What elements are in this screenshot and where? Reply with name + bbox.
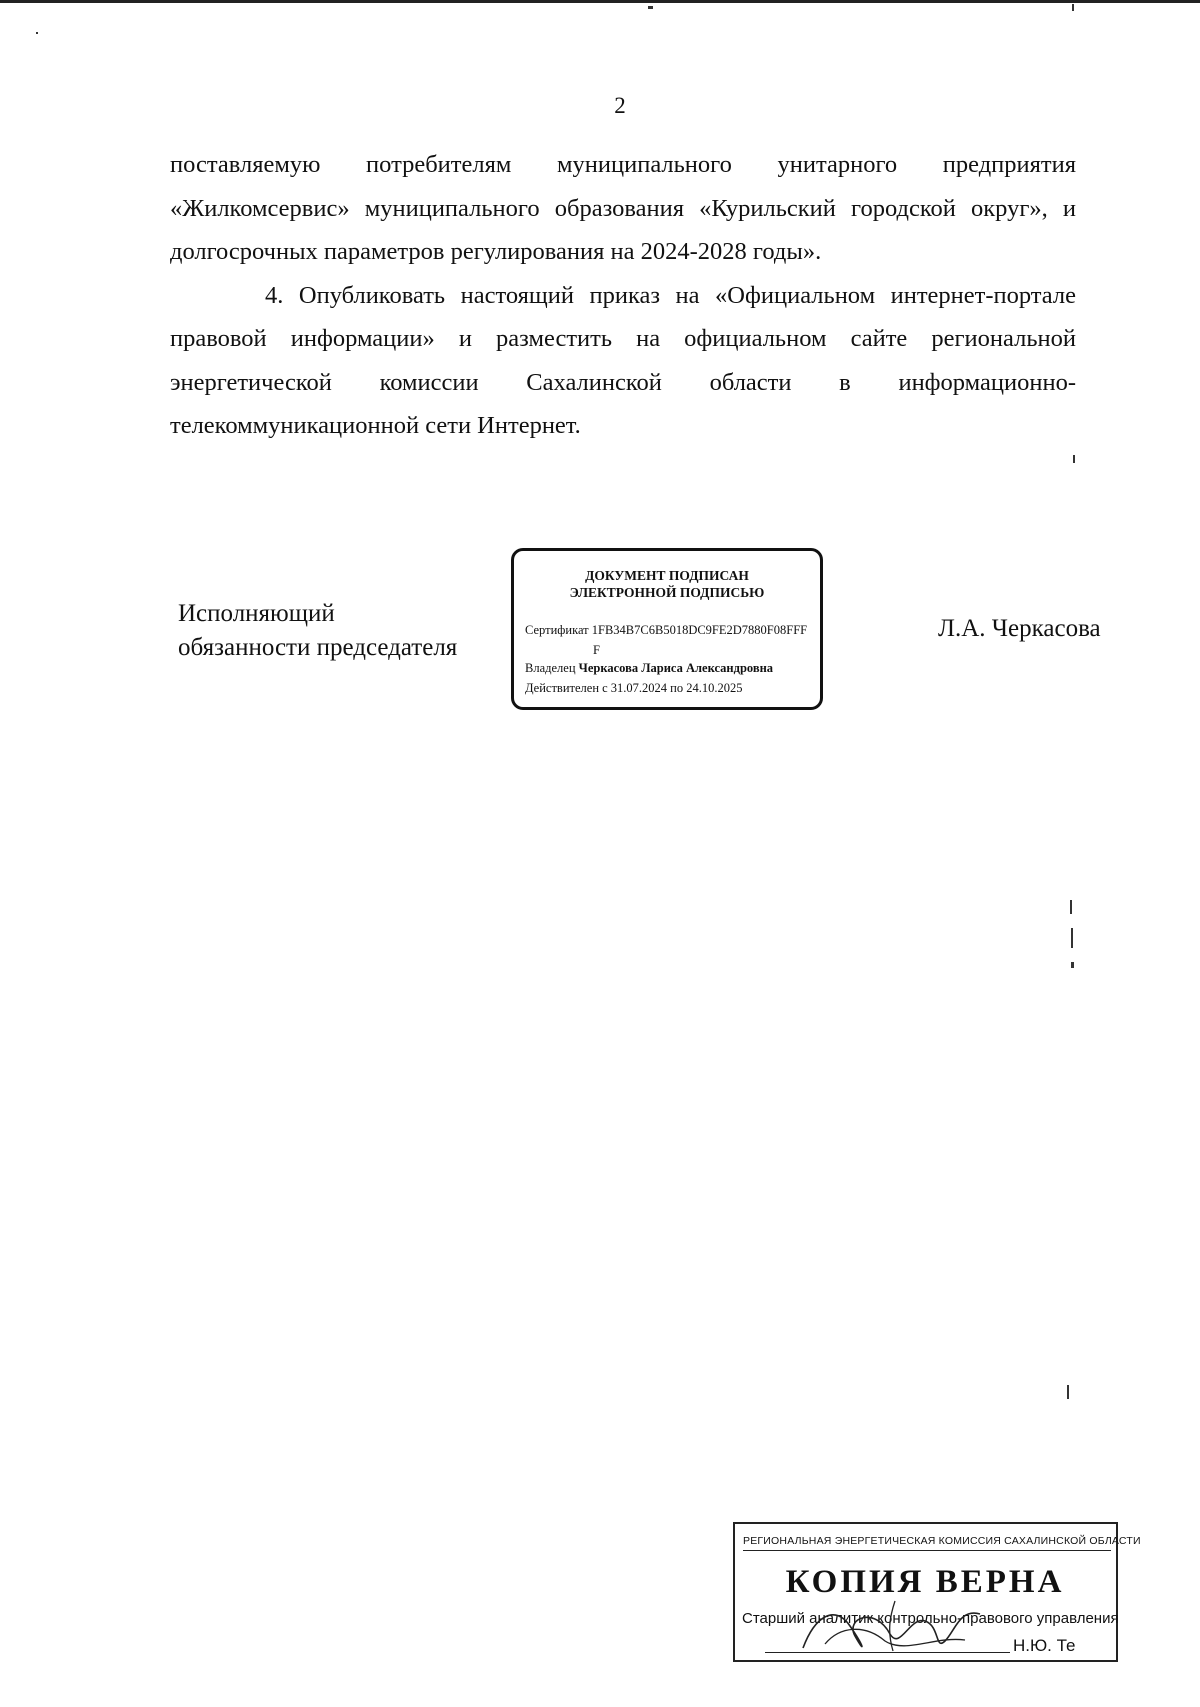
stamp-initials: Н.Ю. Те bbox=[1013, 1636, 1076, 1655]
esig-owner bbox=[525, 661, 773, 676]
scan-mark bbox=[1073, 455, 1075, 463]
scan-mark bbox=[1071, 962, 1074, 968]
signer-position-line: обязанности председателя bbox=[178, 634, 458, 661]
esig-owner-name: Черкасова Лариса Александровна bbox=[578, 661, 774, 675]
stamp-position: Старший аналитик контрольно-правового управления bbox=[742, 1610, 1119, 1627]
scan-mark bbox=[1070, 900, 1072, 914]
scan-mark bbox=[1072, 4, 1074, 11]
esig-certificate-value: 1FB34B7C6B5018DC9FE2D7880F08FFF bbox=[591, 623, 808, 637]
scan-mark bbox=[36, 32, 38, 34]
esig-header-line: ЭЛЕКТРОННОЙ ПОДПИСЬЮ bbox=[569, 585, 765, 600]
body-paragraph: 4. Опубликовать настоящий приказ на «Официальном интернет-портале правовой информации» и разместить на официальном сайте региональной энергетической комиссии Сахалинской области в информационно-телекоммуникационной сети Интернет. bbox=[170, 281, 1076, 439]
stamp-title: КОПИЯ ВЕРНА bbox=[785, 1564, 1065, 1600]
esig-owner-label: Владелец bbox=[525, 661, 576, 675]
scan-top-edge bbox=[0, 0, 1200, 3]
signer-position-line: Исполняющий bbox=[178, 600, 335, 627]
scan-mark bbox=[1071, 928, 1073, 948]
stamp-organization: РЕГИОНАЛЬНАЯ ЭНЕРГЕТИЧЕСКАЯ КОМИССИЯ САХАЛИНСКОЙ ОБЛАСТИ bbox=[743, 1535, 1111, 1551]
stamp-signature-line bbox=[765, 1652, 1010, 1653]
handwritten-signature bbox=[795, 1596, 985, 1656]
document-body bbox=[170, 143, 1076, 448]
signer-name: Л.А. Черкасова bbox=[938, 615, 1101, 642]
body-paragraph: поставляемую потребителям муниципального унитарного предприятия «Жилкомсервис» муниципального образования «Курильский городской округ», и долгосрочных параметров регулирования на 2024-2028 годы». bbox=[170, 151, 1076, 265]
scan-mark bbox=[648, 6, 653, 9]
scan-mark bbox=[1067, 1385, 1069, 1399]
esig-certificate-label: Сертификат bbox=[525, 623, 589, 637]
copy-certified-stamp bbox=[733, 1522, 1141, 1662]
esig-header bbox=[514, 567, 820, 601]
signer-position bbox=[178, 597, 498, 665]
esig-validity: Действителен с 31.07.2024 по 24.10.2025 bbox=[525, 681, 743, 695]
esig-certificate-tail: F bbox=[593, 643, 600, 657]
page-number: 2 bbox=[614, 93, 626, 118]
esig-header-line: ДОКУМЕНТ ПОДПИСАН bbox=[585, 568, 749, 583]
electronic-signature-stamp bbox=[511, 548, 823, 710]
esig-certificate bbox=[525, 623, 807, 638]
